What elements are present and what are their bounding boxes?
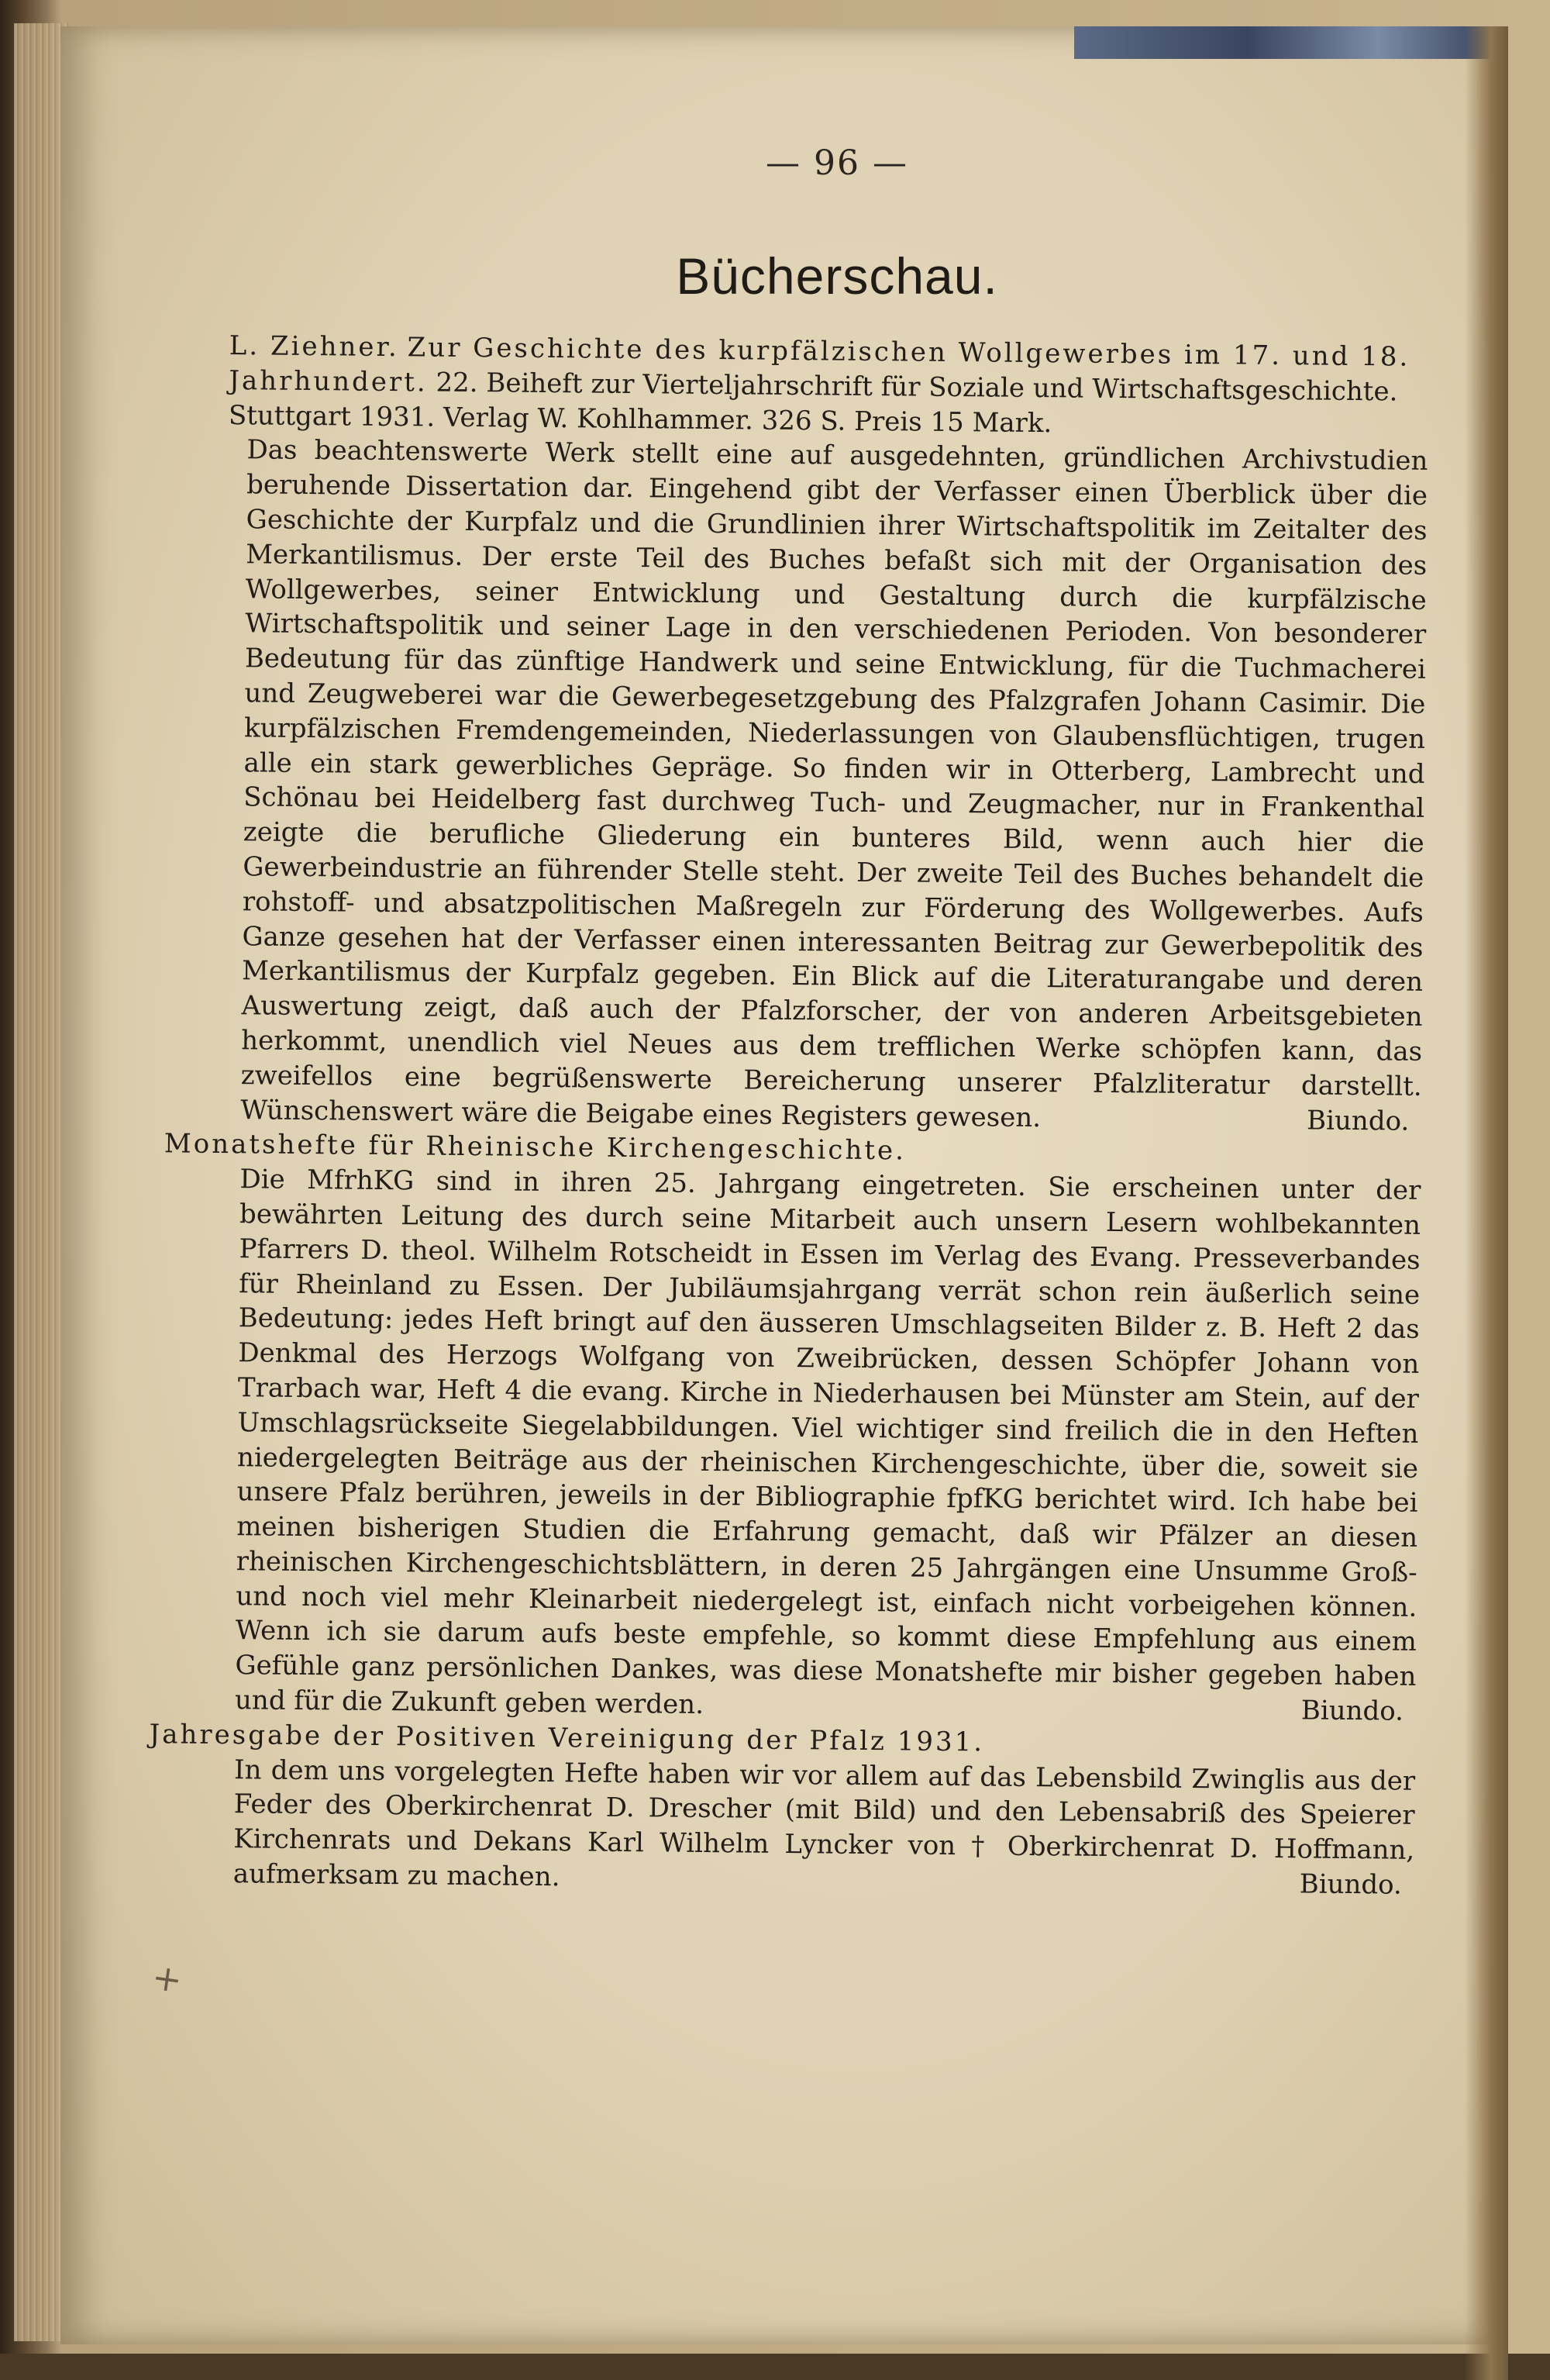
review-entry-jahresgabe: [149, 1718, 1416, 1903]
margin-cross-mark: +: [149, 1955, 185, 2002]
entry-title: Monatshefte für Rheinische Kirchengeschichte.: [164, 1128, 907, 1167]
review-content: [149, 329, 1429, 1903]
entry-body: In dem uns vorgelegten Hefte haben wir vor allem auf das Lebensbild Zwinglis aus der Feder des Oberkirchenrat D. Drescher (mit Bild) und den Lebensabriß des Speierer Kirchenrats und Dekans Karl Wilhelm Lyncker von † Oberkirchenrat D. Hoffmann, aufmerksam zu machen.: [232, 1754, 1416, 1893]
page-heading: Bücherschau.: [676, 247, 998, 305]
entry-body: Die MfrhKG sind in ihren 25. Jahrgang eingetreten. Sie erscheinen unter der bewährten Leitung des durch seine Mitarbeit auch unsern Lesern wohlbekannten Pfarrers D. theol. Wilhelm Rotscheidt in Essen im Verlag des Evang. Presseverbandes für Rheinland zu Essen. Der Jubiläumsjahrgang verrät schon rein äußerlich seine Bedeutung: jedes Heft bringt auf den äusseren Umschlagseiten Bilder z. B. Heft 2 das Denkmal des Herzogs Wolfgang von Zweibrücken, dessen Schöpfer Johann von Trarbach war, Heft 4 die evang. Kirche in Niederhausen bei Münster am Stein, auf der Umschlagsrückseite Siegelabbildungen. Viel wichtiger sind freilich die in den Heften niedergelegten Beiträge aus der rheinischen Kirchengeschichte, über die, soweit sie unsere Pfalz berühren, jeweils in der Bibliographie fpfKG berichtet wird. Ich habe bei meinen bisherigen Studien die Erfahrung gemacht, daß wir Pfälzer an diesen rheinischen Kirchengeschichtsblättern, in deren 25 Jahrgängen eine Unsumme Groß- und noch viel mehr Kleinarbeit niedergelegt ist, einfach nicht vorbeigehen können. Wenn ich sie darum aufs beste empfehle, so kommt diese Empfehlung aus einem Gefühle ganz persönlichen Dankes, was diese Monatshefte mir bisher gegeben haben und für die Zukunft geben werden.: [234, 1164, 1421, 1721]
page-gutter-shadow: [1465, 26, 1508, 2380]
review-entry-monatshefte: [164, 1127, 1421, 1729]
entry-author: L. Ziehner.: [229, 329, 400, 364]
entry-signature: Biundo.: [1300, 1695, 1404, 1727]
entry-body: Das beachtenswerte Werk stellt eine auf ausgedehnten, gründlichen Archivstudien beruhende Dissertation dar. Eingehend gibt der Verfasser einen Überblick über die Geschichte der Kurpfalz und die Grundlinien ihrer Wirtschaftspolitik im Zeitalter des Merkantilismus. Der erste Teil des Buches befaßt sich mit der Organisation des Wollgewerbes, seiner Entwicklung und Gestaltung durch die kurpfälzische Wirtschaftspolitik und seiner Lage in den verschiedenen Perioden. Von besonderer Bedeutung für das zünftige Handwerk und seine Entwicklung, für die Tuchmacherei und Zeugweberei war die Gewerbegesetzgebung des Pfalzgrafen Johann Casimir. Die kurpfälzischen Fremdengemeinden, Niederlassungen von Glaubensflüchtigen, trugen alle ein stark gewerbliches Gepräge. So finden wir in Otterberg, Lambrecht und Schönau bei Heidelberg fast durchweg Tuch- und Zeugmacher, nur in Frankenthal zeigte die berufliche Gliederung ein bunteres Bild, wenn auch hier die Gewerbeindustrie an führender Stelle steht. Der zweite Teil des Buches behandelt die rohstoff- und absatzpolitischen Maßregeln zur Förderung des Wollgewerbes. Aufs Ganze gesehen hat der Verfasser einen interessanten Beitrag zur Gewerbepolitik des Merkantilismus der Kurpfalz gegeben. Ein Blick auf die Literaturangabe und deren Auswertung zeigt, daß auch der Pfalzforscher, der von anderen Arbeitsgebieten herkommt, unendlich viel Neues aus dem trefflichen Werke schöpfen kann, das zweifellos eine begrüßenswerte Bereicherung unserer Pfalzliteratur darstellt. Wünschenswert wäre die Beigabe eines Registers gewesen.: [240, 434, 1428, 1133]
page-number: — 96 —: [766, 143, 908, 183]
review-entry-ziehner: [222, 329, 1429, 1139]
entry-title: Jahresgabe der Positiven Vereinigung der Pfalz 1931.: [149, 1718, 985, 1758]
entry-meta: 22. Beiheft zur Vierteljahrschrift für Soziale und Wirtschaftsgeschichte. Stuttgart 1931. Verlag W. Kohlhammer. 326 S. Preis 15 Mark.: [228, 367, 1398, 439]
entry-signature: Biundo.: [1306, 1104, 1410, 1137]
top-ribbon: [1074, 26, 1508, 59]
entry-heading: [229, 329, 1429, 444]
entry-title: Zur Geschichte des kurpfälzischen Wollgewerbes im 17. und 18. Jahrhundert.: [229, 332, 1410, 398]
entry-signature: Biundo.: [1299, 1868, 1402, 1901]
